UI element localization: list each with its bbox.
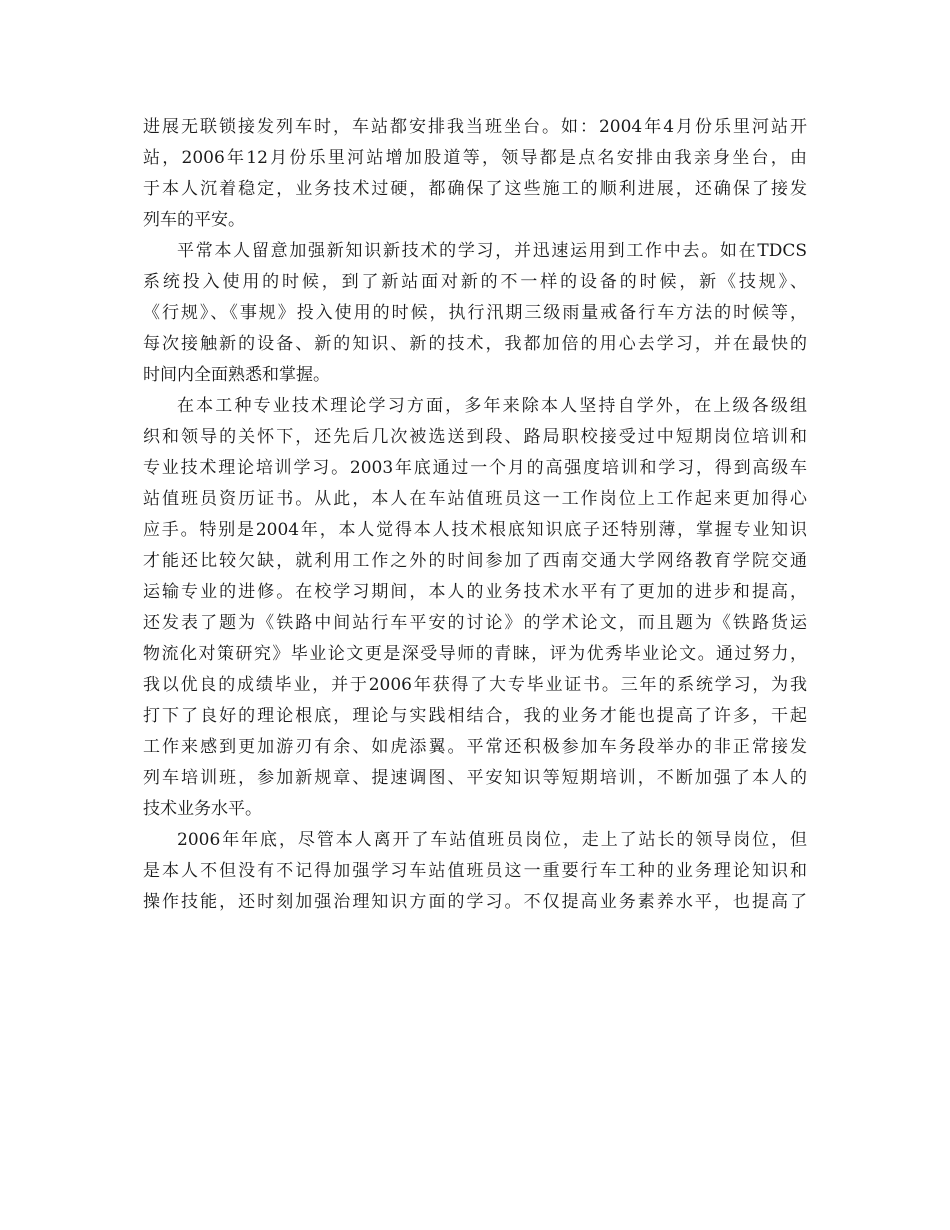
text-line: 技术业务水平。 (143, 799, 262, 819)
text-line: 站，2006年12月份乐里河站增加股道等，领导都是点名安排由我亲身坐台，由 (143, 148, 807, 168)
paragraph (143, 825, 807, 918)
text-line: 物流化对策研究》毕业论文更是深受导师的青睐，评为优秀毕业论文。通过努力， (143, 644, 807, 664)
text-line: 列车培训班，参加新规章、提速调图、平安知识等短期培训，不断加强了本人的 (143, 768, 807, 788)
text-line: 于本人沉着稳定，业务技术过硬，都确保了这些施工的顺利进展，还确保了接发 (143, 179, 807, 199)
text-line: 工作来感到更加游刃有余、如虎添翼。平常还积极参加车务段举办的非正常接发 (143, 737, 807, 757)
text-line: 时间内全面熟悉和掌握。 (143, 365, 330, 385)
text-line: 每次接触新的设备、新的知识、新的技术，我都加倍的用心去学习，并在最快的 (143, 334, 807, 354)
text-line: 才能还比较欠缺，就利用工作之外的时间参加了西南交通大学网络教育学院交通 (143, 551, 807, 571)
paragraph (143, 391, 807, 825)
text-line: 操作技能，还时刻加强治理知识方面的学习。不仅提高业务素养水平，也提高了 (143, 892, 807, 912)
paragraph (143, 236, 807, 391)
text-line: 2006年年底，尽管本人离开了车站值班员岗位，走上了站长的领导岗位，但 (177, 830, 807, 850)
document-body (143, 112, 807, 918)
text-line: 织和领导的关怀下，还先后几次被选送到段、路局职校接受过中短期岗位培训和 (143, 427, 807, 447)
text-line: 在本工种专业技术理论学习方面，多年来除本人坚持自学外，在上级各级组 (177, 396, 807, 416)
text-line: 运输专业的进修。在校学习期间，本人的业务技术水平有了更加的进步和提高， (143, 582, 807, 602)
paragraph (143, 112, 807, 236)
text-line: 我以优良的成绩毕业，并于2006年获得了大专毕业证书。三年的系统学习，为我 (143, 675, 807, 695)
text-line: 打下了良好的理论根底，理论与实践相结合，我的业务才能也提高了许多，干起 (143, 706, 807, 726)
text-line: 专业技术理论培训学习。2003年底通过一个月的高强度培训和学习，得到高级车 (143, 458, 807, 478)
text-line: 列车的平安。 (143, 210, 245, 230)
text-line: 《行规》、《事规》投入使用的时候，执行汛期三级雨量戒备行车方法的时候等， (143, 303, 807, 323)
text-line: 是本人不但没有不记得加强学习车站值班员这一重要行车工种的业务理论知识和 (143, 861, 807, 881)
text-line: 系统投入使用的时候，到了新站面对新的不一样的设备的时候，新《技规》、 (143, 272, 807, 292)
text-line: 应手。特别是2004年，本人觉得本人技术根底知识底子还特别薄，掌握专业知识 (143, 520, 807, 540)
text-line: 还发表了题为《铁路中间站行车平安的讨论》的学术论文，而且题为《铁路货运 (143, 613, 807, 633)
text-line: 平常本人留意加强新知识新技术的学习，并迅速运用到工作中去。如在TDCS (177, 241, 807, 261)
text-line: 站值班员资历证书。从此，本人在车站值班员这一工作岗位上工作起来更加得心 (143, 489, 807, 509)
text-line: 进展无联锁接发列车时，车站都安排我当班坐台。如：2004年4月份乐里河站开 (143, 117, 807, 137)
